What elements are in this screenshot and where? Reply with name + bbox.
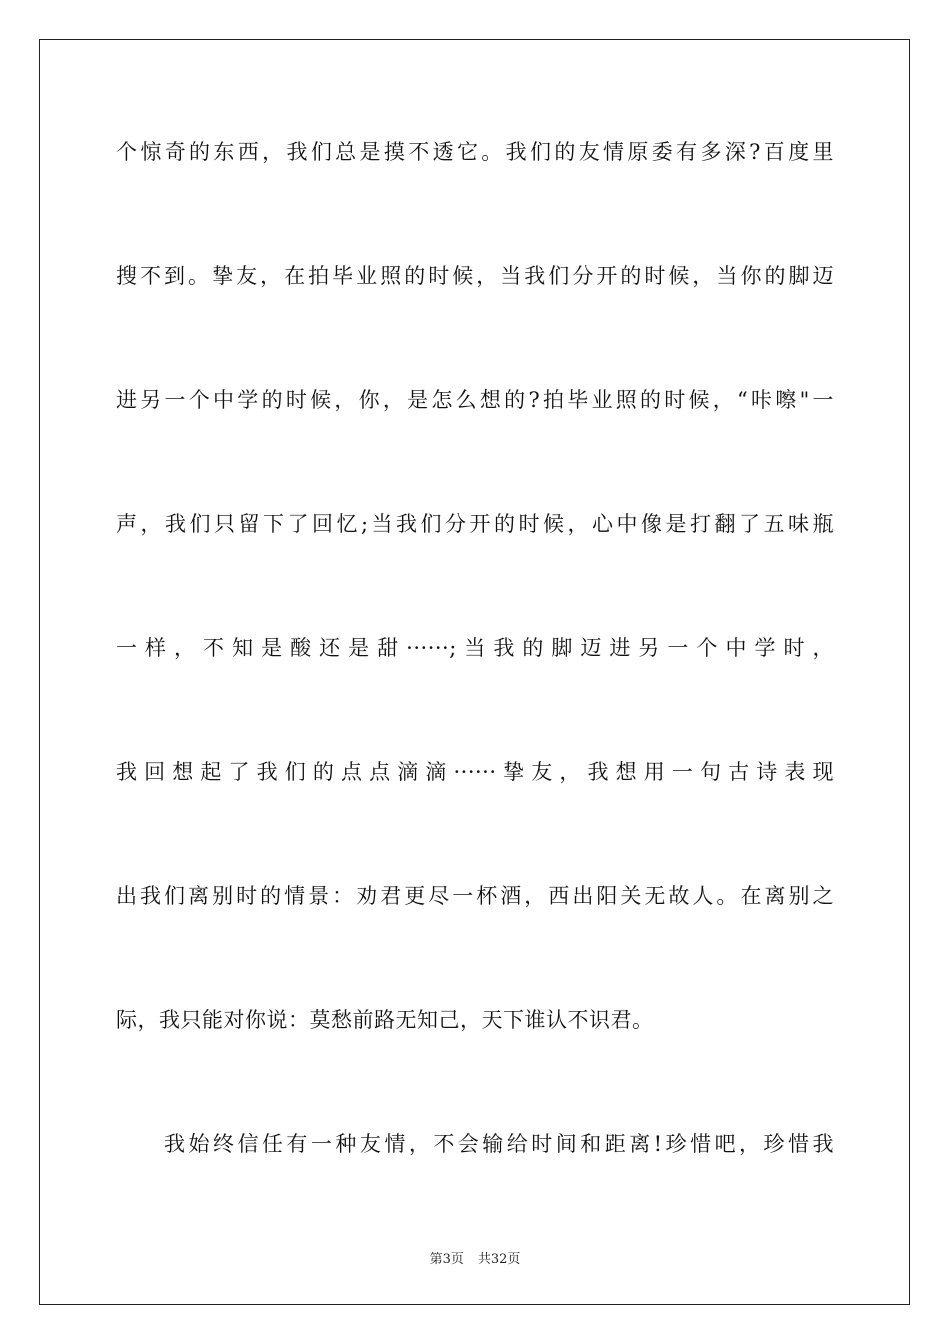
text-line: 一样，不知是酸还是甜······;当我的脚迈进另一个中学时， [116, 636, 834, 660]
page-border [39, 39, 910, 1305]
page-number: 第3页 [429, 1252, 464, 1267]
text-line: 进另一个中学的时候，你，是怎么想的?拍毕业照的时候，“咔嚓"一 [116, 388, 834, 412]
text-line: 搜不到。挚友，在拍毕业照的时候，当我们分开的时候，当你的脚迈 [116, 264, 834, 288]
paragraph-first-line: 我始终信任有一种友情，不会输给时间和距离!珍惜吧，珍惜我 [164, 1132, 834, 1156]
page-footer [0, 1248, 950, 1267]
text-line: 出我们离别时的情景：劝君更尽一杯酒，西出阳关无故人。在离别之 [116, 884, 834, 908]
page-total: 共32页 [477, 1252, 521, 1267]
text-line: 个惊奇的东西，我们总是摸不透它。我们的友情原委有多深?百度里 [116, 140, 834, 164]
text-line: 际，我只能对你说：莫愁前路无知己，天下谁认不识君。 [116, 1008, 654, 1032]
text-line: 声，我们只留下了回忆;当我们分开的时候，心中像是打翻了五味瓶 [116, 512, 834, 536]
text-line: 我回想起了我们的点点滴滴······挚友，我想用一句古诗表现 [116, 760, 834, 784]
